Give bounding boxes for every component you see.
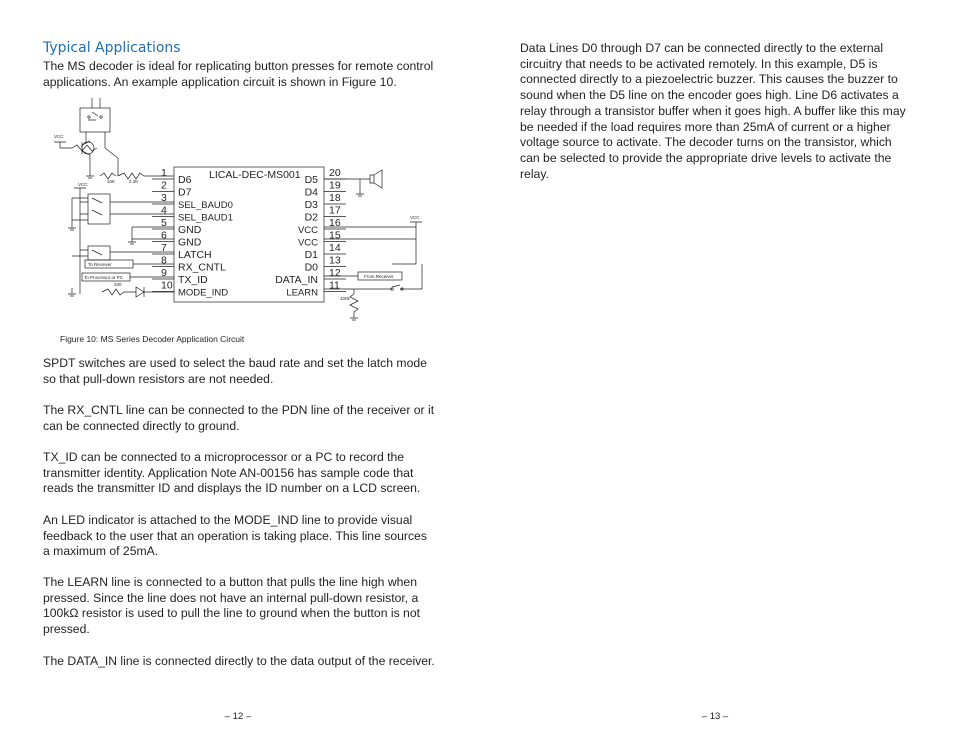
- pin-number-8: 8: [161, 254, 167, 267]
- pin-number-17: 17: [329, 204, 341, 217]
- pin-number-18: 18: [329, 192, 341, 204]
- paragraph-data-lines: Data Lines D0 through D7 can be connected directly to the external circuitry that needs to be activated remotely. In this example, D5 is connected directly to a piezoelectric buzzer. This causes the buzzer to sound when the D5 line on the encoder goes high. Line D6 activates a relay through a transistor buffer when it goes high. A buffer like this may be needed if the load requires more than 25mA of current or a higher voltage source to activate. The decoder turns on the transistor, which can be selected to provide the appropriate drive levels to activate the relay.: [520, 41, 906, 181]
- pin-number-9: 9: [161, 267, 167, 279]
- from-receiver-label: From Receiver: [364, 274, 394, 279]
- to-processor-label: To Processor or PC: [84, 275, 124, 280]
- pin-name-18: D3: [304, 199, 318, 211]
- pin-number-12: 12: [329, 267, 341, 279]
- buzzer-icon: [370, 170, 382, 188]
- pin-name-13: D0: [304, 261, 318, 274]
- pin-name-4: SEL_BAUD1: [178, 212, 233, 224]
- pin-name-2: D7: [178, 186, 192, 199]
- intro-paragraph: The MS decoder is ideal for replicating button presses for remote control applications. An example application circuit is shown in Figure 10.: [43, 59, 434, 89]
- pin-name-3: SEL_BAUD0: [178, 200, 233, 211]
- transistor-symbol: [82, 141, 90, 170]
- transistor-circle: [82, 142, 94, 154]
- pin-number-15: 15: [329, 229, 341, 242]
- ground-switch-left: [68, 198, 76, 230]
- pin-number-6: 6: [161, 229, 167, 242]
- spdt-wiring-latch: [72, 250, 174, 256]
- left-pin-group: [152, 167, 233, 299]
- resistor-330-label: 330: [114, 282, 122, 287]
- spdt-switch-latch: [88, 246, 110, 260]
- relay-wiring: [86, 98, 105, 148]
- chip-name: LICAL-DEC-MS001: [209, 169, 301, 181]
- paragraph-txid: TX_ID can be connected to a microprocessor or a PC to record the transmitter identity. Application Note AN-00156 has sample code that reads the transmitter ID and displays the ID number on a LCD screen.: [43, 450, 421, 496]
- pin-number-16: 16: [329, 217, 341, 229]
- to-receiver-label: To Receiver: [88, 262, 112, 267]
- pin-name-16: VCC: [297, 225, 318, 236]
- pin-number-20: 20: [329, 167, 341, 179]
- pin-name-5: GND: [178, 224, 202, 236]
- pin-number-11: 11: [329, 279, 340, 292]
- pin-name-14: D1: [304, 249, 318, 261]
- resistor-2-2k-label: 2.2K: [129, 179, 139, 184]
- pin-name-9: TX_ID: [178, 274, 208, 286]
- pin-name-19: D4: [304, 186, 318, 199]
- pin-number-3: 3: [161, 192, 167, 204]
- resistor-100k: [350, 289, 358, 320]
- right-page: [477, 0, 954, 738]
- pin-name-12: DATA_IN: [275, 274, 318, 286]
- section-heading: Typical Applications: [43, 40, 181, 56]
- resistor-10k-label: 10K: [107, 179, 116, 184]
- paragraph-modeind: An LED indicator is attached to the MODE_IND line to provide visual feedback to the user that an operation is taking place. This line sources a maximum of 25mA.: [43, 513, 427, 559]
- spdt-switch-baud: [88, 194, 110, 224]
- paragraph-datain: The DATA_IN line is connected directly to the data output of the receiver.: [43, 654, 435, 668]
- pin-number-10: 10: [161, 279, 173, 292]
- pin-number-4: 4: [161, 204, 167, 217]
- paragraph-rxcntl: The RX_CNTL line can be connected to the PDN line of the receiver or it can be connected directly to ground.: [43, 403, 435, 433]
- vcc-label-left: VCC: [78, 182, 88, 187]
- pin-number-14: 14: [329, 242, 341, 254]
- pin-name-8: RX_CNTL: [178, 261, 226, 274]
- pin-name-11: LEARN: [286, 287, 318, 299]
- pin-name-17: D2: [304, 211, 318, 224]
- pin-name-6: GND: [178, 236, 202, 249]
- pin-number-7: 7: [161, 242, 167, 254]
- right-pin-group: [275, 167, 346, 299]
- pin-number-19: 19: [329, 179, 341, 192]
- pin-number-5: 5: [161, 217, 167, 229]
- resistor-100k-label: 100k: [340, 296, 350, 301]
- pin-name-7: LATCH: [178, 249, 212, 261]
- ground-transistor: [86, 170, 94, 178]
- ground-led: [68, 288, 76, 296]
- pin-name-15: VCC: [297, 237, 318, 249]
- vcc-label-right: VCC: [410, 215, 420, 220]
- buzzer-ground: [356, 179, 364, 196]
- vcc-label-top: VCC: [54, 134, 64, 139]
- paragraph-learn: The LEARN line is connected to a button that pulls the line high when pressed. Since the line does not have an internal pull-down resistor, a 100kΩ resistor is used to pull the line to ground when the button is not pressed.: [43, 575, 420, 637]
- application-circuit-diagram: [52, 98, 432, 326]
- vcc-rail-top: [54, 142, 72, 148]
- transistor-base-wire: [105, 148, 118, 176]
- pin-number-2: 2: [161, 179, 167, 192]
- pin-number-13: 13: [329, 254, 341, 267]
- resistor-330: [102, 289, 136, 295]
- page-number-left: – 12 –: [224, 711, 252, 722]
- figure-caption: Figure 10: MS Series Decoder Application Circuit: [60, 334, 245, 344]
- paragraph-spdt: SPDT switches are used to select the baud rate and set the latch mode so that pull-down resistors are not needed.: [43, 356, 427, 386]
- pin-name-20: D5: [304, 174, 318, 186]
- pin-name-10: MODE_IND: [178, 287, 229, 299]
- pin-number-1: 1: [161, 167, 167, 179]
- pin-name-1: D6: [178, 174, 192, 186]
- page-number-right: – 13 –: [701, 711, 729, 722]
